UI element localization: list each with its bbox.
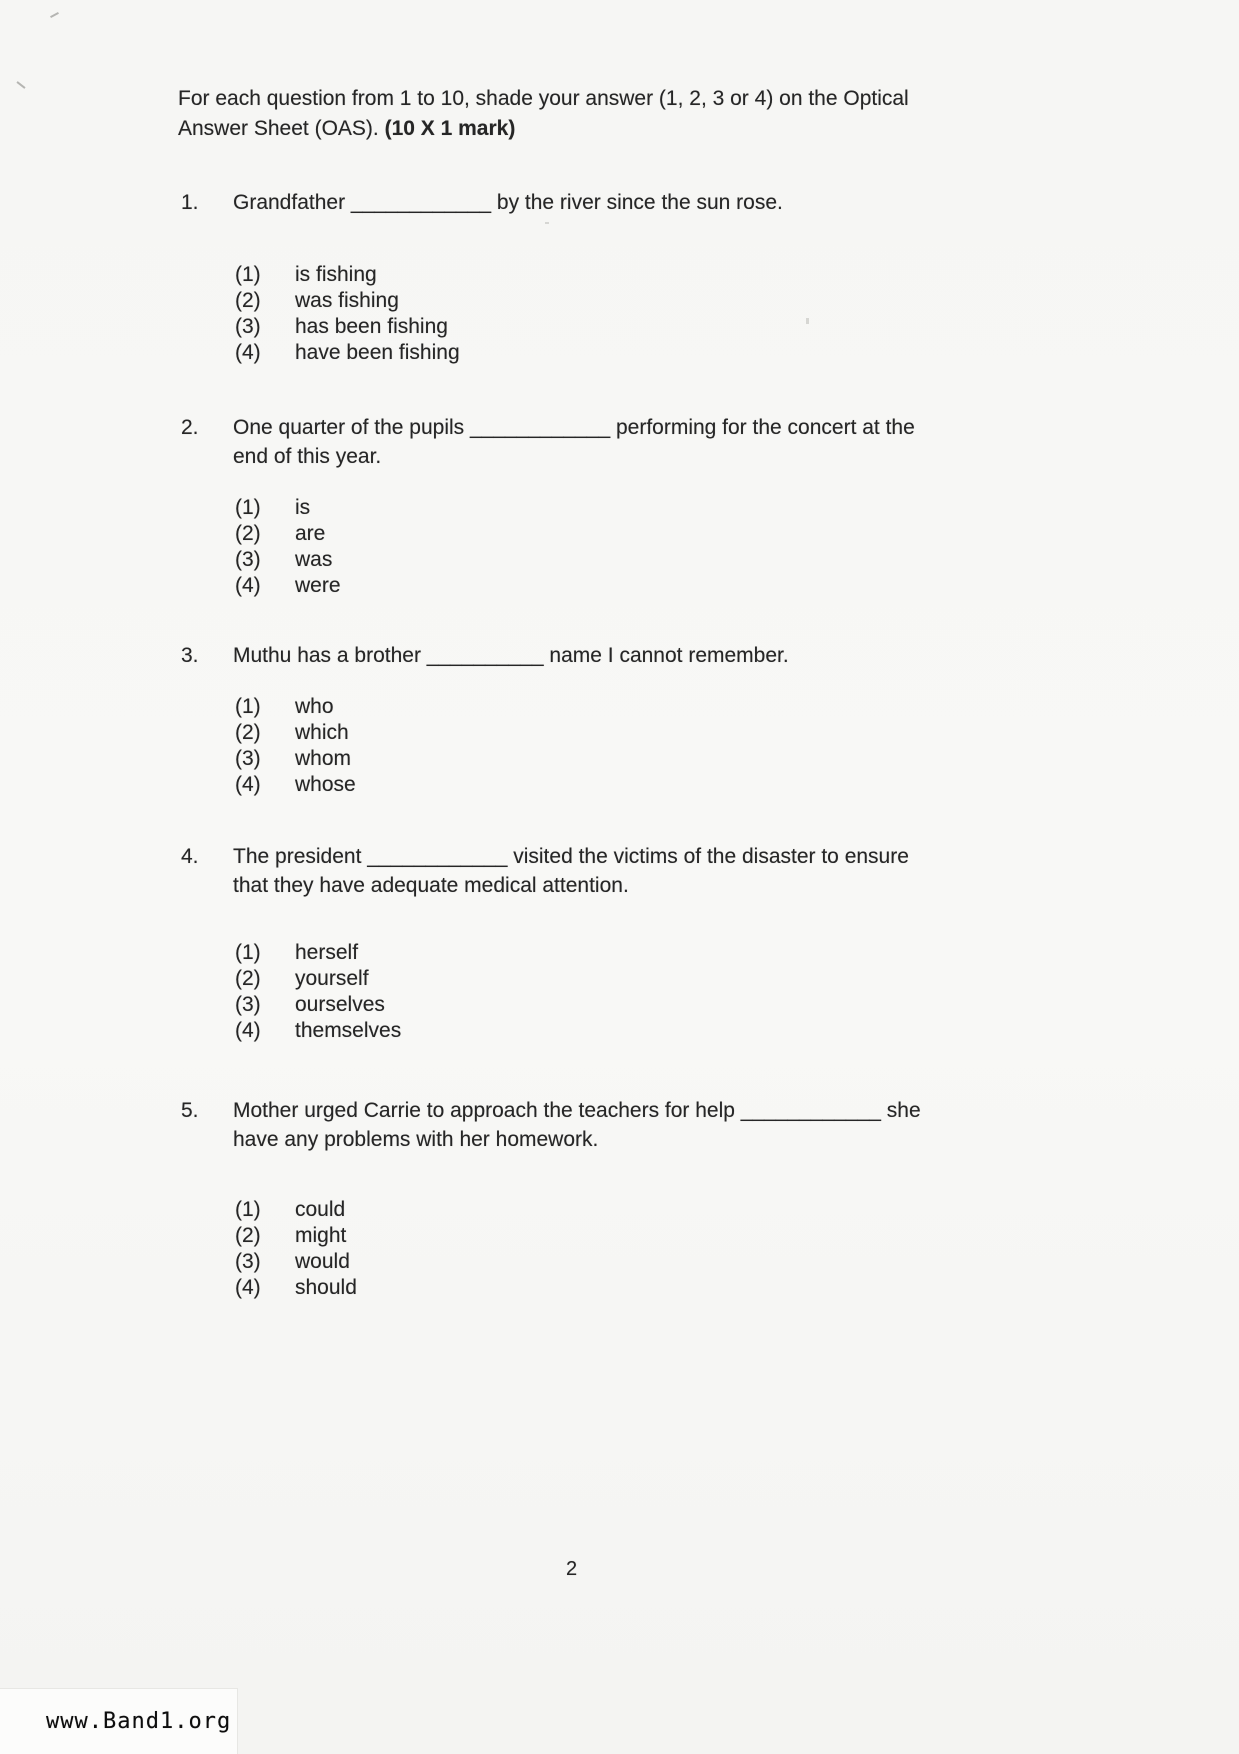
option-label: might xyxy=(295,1224,347,1247)
question-number: 1. xyxy=(181,191,199,214)
option-label: could xyxy=(295,1198,346,1221)
option xyxy=(235,694,961,720)
option xyxy=(235,547,961,573)
options xyxy=(235,495,961,599)
option-label: is fishing xyxy=(295,263,377,286)
option-number: (2) xyxy=(235,1224,261,1247)
option xyxy=(235,495,961,521)
question-text: Mother urged Carrie to approach the teachers for help ____________ she have any problems with her homework. xyxy=(233,1099,921,1151)
option-label: whose xyxy=(295,773,356,796)
question-text: One quarter of the pupils ____________ performing for the concert at the end of this year. xyxy=(233,416,915,468)
question xyxy=(181,188,961,366)
question xyxy=(181,1096,961,1301)
option xyxy=(235,992,961,1018)
option xyxy=(235,1197,961,1223)
option xyxy=(235,340,961,366)
option-label: herself xyxy=(295,941,359,964)
option xyxy=(235,772,961,798)
option xyxy=(235,288,961,314)
option-number: (1) xyxy=(235,496,261,519)
option-label: ourselves xyxy=(295,993,385,1016)
option xyxy=(235,262,961,288)
option-number: (4) xyxy=(235,1276,261,1299)
option xyxy=(235,1249,961,1275)
option-number: (4) xyxy=(235,1019,261,1042)
option-number: (1) xyxy=(235,1198,261,1221)
option xyxy=(235,746,961,772)
option-number: (3) xyxy=(235,548,261,571)
option-number: (4) xyxy=(235,574,261,597)
option-number: (4) xyxy=(235,341,261,364)
option-label: are xyxy=(295,522,326,545)
page-number: 2 xyxy=(566,1558,578,1580)
watermark xyxy=(0,1688,238,1754)
watermark-text: www.Band1.org xyxy=(46,1709,232,1734)
question-text: Grandfather ____________ by the river since the sun rose. xyxy=(233,191,783,214)
option-number: (2) xyxy=(235,721,261,744)
scan-artifact xyxy=(16,81,25,89)
instructions-text: For each question from 1 to 10, shade your answer (1, 2, 3 or 4) on the Optical Answer Sheet (OAS). xyxy=(178,87,909,140)
question xyxy=(181,413,961,599)
instructions-marks: (10 X 1 mark) xyxy=(384,117,516,140)
option xyxy=(235,966,961,992)
option-number: (3) xyxy=(235,315,261,338)
option-label: would xyxy=(295,1250,350,1273)
option xyxy=(235,1223,961,1249)
option-label: should xyxy=(295,1276,357,1299)
option-label: was xyxy=(295,548,333,571)
question xyxy=(181,842,961,1044)
option xyxy=(235,1018,961,1044)
option-number: (2) xyxy=(235,967,261,990)
option xyxy=(235,720,961,746)
options xyxy=(235,1197,961,1301)
option-label: yourself xyxy=(295,967,369,990)
option xyxy=(235,940,961,966)
question-number: 2. xyxy=(181,416,199,439)
option-number: (3) xyxy=(235,747,261,770)
option-label: themselves xyxy=(295,1019,402,1042)
options xyxy=(235,262,961,366)
option-label: whom xyxy=(295,747,352,770)
option-label: have been fishing xyxy=(295,341,460,364)
option-number: (2) xyxy=(235,522,261,545)
option xyxy=(235,314,961,340)
option-label: who xyxy=(295,695,334,718)
question xyxy=(181,641,961,798)
option-number: (1) xyxy=(235,695,261,718)
question-number: 3. xyxy=(181,644,199,667)
option xyxy=(235,521,961,547)
instructions xyxy=(178,84,940,144)
question-text: The president ____________ visited the victims of the disaster to ensure that they have adequate medical attention. xyxy=(233,845,909,897)
option-number: (1) xyxy=(235,941,261,964)
option-label: were xyxy=(295,574,341,597)
option-label: was fishing xyxy=(295,289,399,312)
option-number: (3) xyxy=(235,1250,261,1273)
option xyxy=(235,1275,961,1301)
option xyxy=(235,573,961,599)
option-number: (3) xyxy=(235,993,261,1016)
scan-artifact xyxy=(50,12,59,18)
question-number: 5. xyxy=(181,1099,199,1122)
question-text: Muthu has a brother __________ name I cannot remember. xyxy=(233,644,789,667)
option-label: which xyxy=(295,721,349,744)
options xyxy=(235,940,961,1044)
options xyxy=(235,694,961,798)
option-number: (4) xyxy=(235,773,261,796)
option-number: (1) xyxy=(235,263,261,286)
option-number: (2) xyxy=(235,289,261,312)
question-number: 4. xyxy=(181,845,199,868)
option-label: has been fishing xyxy=(295,315,448,338)
option-label: is xyxy=(295,496,311,519)
